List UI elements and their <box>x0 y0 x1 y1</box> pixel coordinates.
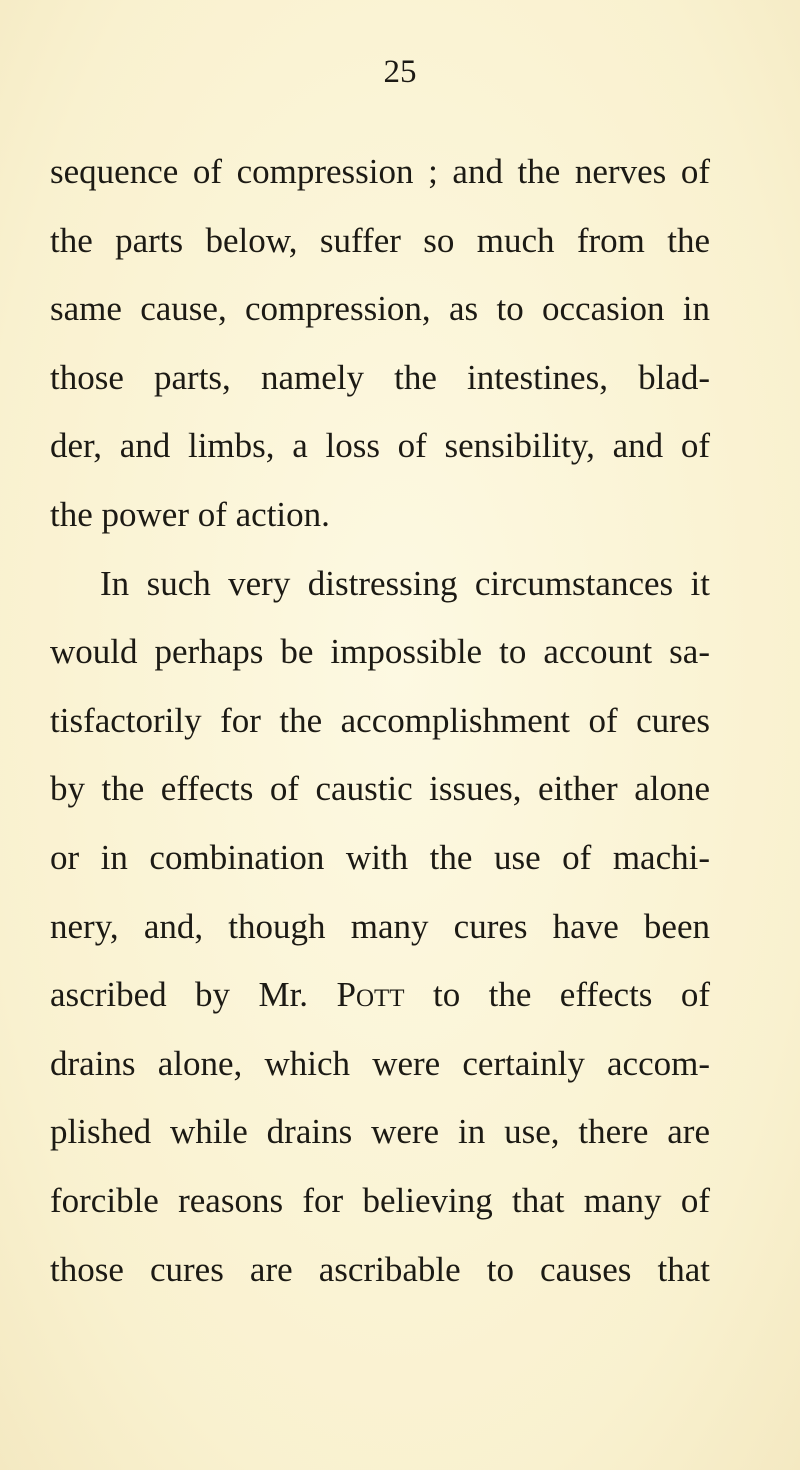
text-line: by the effects of caustic issues, either alone <box>50 769 710 809</box>
text-line: those cures are ascribable to causes that <box>50 1249 710 1289</box>
text-line: those parts, namely the intestines, blad- <box>50 357 710 397</box>
text-line: drains alone, which were certainly accom- <box>50 1043 710 1083</box>
text-line: the parts below, suffer so much from the <box>50 220 710 260</box>
line-text-before-name: ascribed by Mr. <box>50 975 337 1015</box>
text-line <box>50 961 710 1030</box>
text-line: forcible reasons for believing that many of <box>50 1180 710 1220</box>
body-text <box>50 138 710 1304</box>
text-line: tisfactorily for the accomplishment of cures <box>50 700 710 740</box>
text-line: plished while drains were in use, there are <box>50 1112 710 1152</box>
text-line: same cause, compression, as to occasion in <box>50 289 710 329</box>
paragraph-start-line: In such very distressing circumstances it <box>100 563 710 603</box>
text-line: der, and limbs, a loss of sensibility, and of <box>50 426 710 466</box>
text-line: would perhaps be impossible to account sa- <box>50 632 710 672</box>
text-line: nery, and, though many cures have been <box>50 906 710 946</box>
text-line: sequence of compression ; and the nerves of <box>50 152 710 191</box>
text-line: or in combination with the use of machi- <box>50 837 710 877</box>
author-name: Pott <box>336 975 405 1015</box>
page-number: 25 <box>383 54 417 90</box>
text-line: the power of action. <box>50 494 330 534</box>
line-text-after-name: to the effects of <box>404 975 711 1015</box>
